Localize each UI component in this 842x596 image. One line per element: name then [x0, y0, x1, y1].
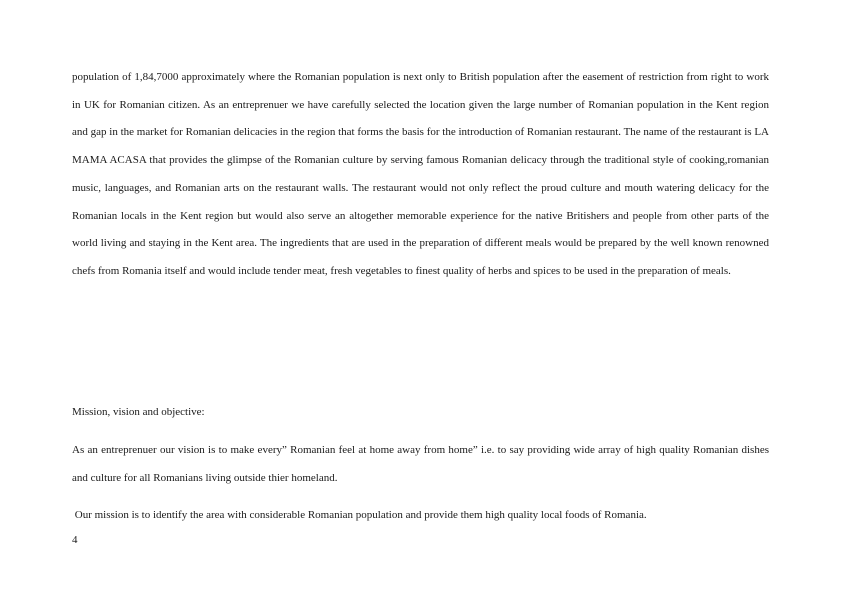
page-number: 4 [72, 534, 78, 546]
body-paragraph-restaurant-description: population of 1,84,7000 approximately where the Romanian population is next only to British population after the easement of restriction from right to work in UK for Romanian citizen. As an entreprenuer we have carefully selected the location given the large number of Romanian population in the Kent region and gap in the market for Romanian delicacies in the region that forms the basis for the introduction of Romanian restaurant. The name of the restaurant is LA MAMA ACASA that provides the glimpse of the Romanian culture by serving famous Romanian delicacy through the traditional style of cooking,romanian music, languages, and Romanian arts on the restaurant walls. The restaurant would not only reflect the proud culture and mouth watering delicacy for the Romanian locals in the Kent region but would also serve an altogether memorable experience for the native Britishers and people from other parts of the world living and staying in the Kent area. The ingredients that are used in the preparation of different meals would be prepared by the well known renowned chefs from Romania itself and would include tender meat, fresh vegetables to finest quality of herbs and spices to be used in the preparation of meals. [72, 71, 769, 277]
body-paragraph-vision: As an entreprenuer our vision is to make every” Romanian feel at home away from home” i.e. to say providing wide array of high quality Romanian dishes and culture for all Romanians living outside thier homeland. [72, 444, 769, 484]
body-paragraph-mission: Our mission is to identify the area with considerable Romanian population and provide them high quality local foods of Romania. [72, 509, 647, 521]
section-heading-mission-vision: Mission, vision and objective: [72, 406, 205, 418]
